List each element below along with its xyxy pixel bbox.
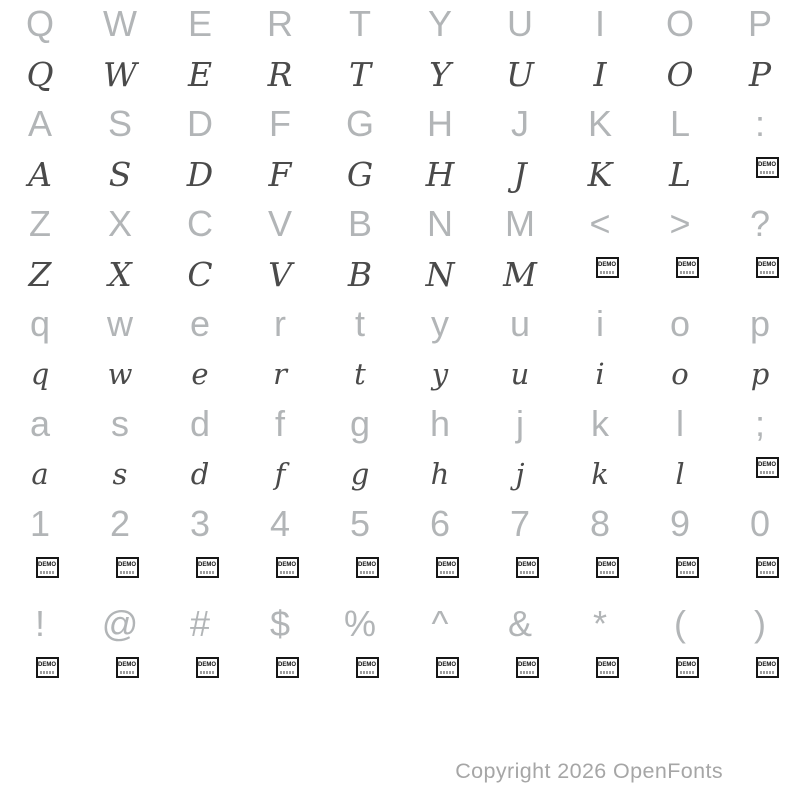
script-glyph-row: [0, 446, 800, 502]
missing-glyph-cell: [720, 446, 800, 502]
demo-box-subline: [520, 571, 534, 574]
demo-box-subline: [280, 671, 294, 674]
reference-char: p: [749, 303, 771, 344]
reference-char: I: [594, 3, 605, 44]
script-glyph: o: [671, 357, 689, 391]
reference-row: [0, 602, 800, 646]
reference-char: X: [107, 203, 132, 244]
reference-char: 4: [269, 503, 291, 544]
reference-char: M: [505, 203, 535, 244]
glyph-block: [0, 202, 800, 302]
reference-char: k: [591, 403, 609, 444]
script-glyph: A: [28, 154, 52, 194]
script-glyph: P: [748, 54, 772, 94]
reference-row: [0, 402, 800, 446]
reference-char: J: [511, 103, 529, 144]
font-character-map: [0, 2, 800, 702]
demo-placeholder-box: [36, 557, 59, 578]
script-glyph: M: [503, 254, 537, 294]
demo-box-label: DEMO: [278, 561, 296, 568]
reference-char: i: [596, 303, 604, 344]
reference-char: <: [589, 203, 611, 244]
missing-glyph-cell: [560, 546, 640, 602]
reference-char: g: [349, 403, 371, 444]
demo-box-subline: [680, 671, 694, 674]
reference-char: E: [187, 3, 212, 44]
script-glyph: l: [675, 457, 685, 491]
demo-placeholder-box: [756, 257, 779, 278]
demo-placeholder-box: [516, 557, 539, 578]
missing-glyph-cell: [320, 646, 400, 702]
copyright-text: Copyright 2026 OpenFonts: [455, 759, 723, 783]
demo-placeholder-box: [356, 557, 379, 578]
reference-char: 6: [429, 503, 451, 544]
reference-char: C: [187, 203, 213, 244]
script-glyph: K: [587, 154, 613, 194]
demo-placeholder-box: [276, 657, 299, 678]
reference-char: U: [507, 3, 533, 44]
script-glyph: w: [107, 357, 133, 391]
demo-box-label: DEMO: [518, 661, 536, 668]
demo-box-subline: [600, 671, 614, 674]
reference-char: N: [427, 203, 453, 244]
script-glyph: g: [350, 457, 370, 491]
missing-glyph-cell: [160, 546, 240, 602]
demo-box-subline: [680, 271, 694, 274]
reference-char: A: [27, 103, 52, 144]
demo-box-label: DEMO: [38, 661, 56, 668]
reference-row: [0, 2, 800, 46]
demo-box-label: DEMO: [118, 661, 136, 668]
reference-char: >: [669, 203, 691, 244]
script-glyph: J: [513, 154, 527, 194]
demo-box-subline: [200, 571, 214, 574]
demo-box-label: DEMO: [278, 661, 296, 668]
reference-char: 0: [749, 503, 771, 544]
script-glyph: W: [103, 54, 137, 94]
script-glyph: h: [430, 457, 450, 491]
demo-placeholder-box: [756, 657, 779, 678]
script-glyph: D: [186, 154, 214, 194]
demo-box-label: DEMO: [678, 661, 696, 668]
reference-char: 1: [29, 503, 51, 544]
missing-glyph-cell: [80, 646, 160, 702]
missing-glyph-cell: [640, 246, 720, 302]
reference-char: 5: [349, 503, 371, 544]
reference-row: [0, 302, 800, 346]
demo-box-subline: [120, 571, 134, 574]
missing-glyph-cell: [560, 646, 640, 702]
demo-box-label: DEMO: [438, 661, 456, 668]
glyph-block: [0, 502, 800, 602]
reference-char: %: [343, 603, 376, 644]
missing-glyph-cell: [320, 546, 400, 602]
script-glyph: B: [347, 254, 373, 294]
script-glyph: C: [187, 254, 213, 294]
script-glyph: i: [595, 357, 605, 391]
reference-char: :: [754, 103, 765, 144]
reference-char: s: [111, 403, 129, 444]
missing-glyph-cell: [640, 546, 720, 602]
demo-box-subline: [200, 671, 214, 674]
script-glyph: Q: [26, 54, 54, 94]
demo-box-label: DEMO: [518, 561, 536, 568]
script-glyph: r: [273, 357, 287, 391]
script-glyph-row: [0, 646, 800, 702]
missing-glyph-cell: [560, 246, 640, 302]
reference-char: 3: [189, 503, 211, 544]
demo-placeholder-box: [516, 657, 539, 678]
reference-char: 7: [509, 503, 531, 544]
script-glyph: e: [191, 357, 209, 391]
demo-box-subline: [360, 671, 374, 674]
demo-box-label: DEMO: [438, 561, 456, 568]
script-glyph-row: [0, 146, 800, 202]
reference-char: H: [427, 103, 453, 144]
reference-char: y: [431, 303, 449, 344]
missing-glyph-cell: [400, 646, 480, 702]
script-glyph: Y: [429, 54, 451, 94]
demo-box-label: DEMO: [758, 161, 776, 168]
script-glyph: j: [515, 457, 525, 491]
demo-box-subline: [600, 571, 614, 574]
missing-glyph-cell: [0, 646, 80, 702]
script-glyph: s: [112, 457, 128, 491]
demo-placeholder-box: [676, 557, 699, 578]
reference-char: o: [669, 303, 691, 344]
script-glyph: E: [187, 54, 213, 94]
reference-char: !: [34, 603, 45, 644]
reference-char: ;: [754, 403, 765, 444]
reference-char: P: [747, 3, 772, 44]
reference-char: R: [267, 3, 293, 44]
demo-box-label: DEMO: [358, 561, 376, 568]
demo-box-label: DEMO: [598, 661, 616, 668]
reference-row: [0, 102, 800, 146]
demo-placeholder-box: [436, 657, 459, 678]
missing-glyph-cell: [720, 646, 800, 702]
demo-placeholder-box: [676, 257, 699, 278]
reference-char: a: [29, 403, 51, 444]
script-glyph: T: [348, 54, 371, 94]
script-glyph-row: [0, 246, 800, 302]
script-glyph: G: [346, 154, 374, 194]
glyph-block: [0, 402, 800, 502]
demo-box-label: DEMO: [198, 661, 216, 668]
script-glyph: I: [593, 54, 607, 94]
reference-char: O: [665, 3, 694, 44]
demo-box-label: DEMO: [118, 561, 136, 568]
missing-glyph-cell: [0, 546, 80, 602]
missing-glyph-cell: [480, 546, 560, 602]
demo-box-subline: [600, 271, 614, 274]
demo-placeholder-box: [276, 557, 299, 578]
script-glyph: p: [750, 357, 770, 391]
missing-glyph-cell: [240, 546, 320, 602]
demo-placeholder-box: [116, 657, 139, 678]
glyph-block: [0, 602, 800, 702]
script-glyph: F: [268, 154, 292, 194]
script-glyph: U: [506, 54, 534, 94]
reference-char: S: [107, 103, 132, 144]
reference-char: #: [189, 603, 211, 644]
reference-char: T: [349, 3, 371, 44]
script-glyph: V: [268, 254, 292, 294]
demo-box-label: DEMO: [678, 561, 696, 568]
script-glyph-row: [0, 346, 800, 402]
missing-glyph-cell: [720, 546, 800, 602]
reference-char: &: [507, 603, 532, 644]
reference-char: f: [274, 403, 285, 444]
reference-char: 8: [589, 503, 611, 544]
script-glyph: k: [591, 457, 609, 491]
demo-box-subline: [440, 571, 454, 574]
reference-char: r: [274, 303, 286, 344]
demo-box-subline: [280, 571, 294, 574]
demo-box-label: DEMO: [598, 261, 616, 268]
reference-char: ): [754, 603, 766, 644]
reference-row: [0, 502, 800, 546]
missing-glyph-cell: [160, 646, 240, 702]
demo-placeholder-box: [196, 657, 219, 678]
reference-char: 2: [109, 503, 131, 544]
script-glyph: q: [30, 357, 50, 391]
demo-box-label: DEMO: [358, 661, 376, 668]
reference-char: u: [509, 303, 531, 344]
missing-glyph-cell: [720, 246, 800, 302]
demo-placeholder-box: [756, 457, 779, 478]
reference-char: L: [669, 103, 691, 144]
demo-placeholder-box: [36, 657, 59, 678]
reference-char: h: [429, 403, 451, 444]
script-glyph: X: [108, 254, 132, 294]
demo-box-subline: [760, 271, 774, 274]
reference-char: w: [107, 303, 133, 344]
reference-char: K: [587, 103, 612, 144]
demo-box-subline: [120, 671, 134, 674]
reference-char: d: [189, 403, 211, 444]
demo-placeholder-box: [756, 157, 779, 178]
demo-box-label: DEMO: [38, 561, 56, 568]
demo-placeholder-box: [116, 557, 139, 578]
glyph-block: [0, 2, 800, 102]
missing-glyph-cell: [80, 546, 160, 602]
reference-char: Z: [29, 203, 51, 244]
script-glyph: a: [31, 457, 49, 491]
demo-box-label: DEMO: [678, 261, 696, 268]
reference-char: D: [187, 103, 213, 144]
reference-char: W: [103, 3, 137, 44]
reference-row: [0, 202, 800, 246]
script-glyph: d: [190, 457, 210, 491]
script-glyph-row: [0, 46, 800, 102]
demo-box-label: DEMO: [758, 661, 776, 668]
reference-char: B: [347, 203, 372, 244]
reference-char: ^: [431, 603, 449, 644]
demo-placeholder-box: [676, 657, 699, 678]
script-glyph: t: [354, 357, 366, 391]
script-glyph: L: [669, 154, 691, 194]
missing-glyph-cell: [240, 646, 320, 702]
script-glyph: f: [274, 457, 286, 491]
demo-placeholder-box: [356, 657, 379, 678]
reference-char: (: [674, 603, 686, 644]
demo-box-label: DEMO: [758, 561, 776, 568]
glyph-block: [0, 302, 800, 402]
missing-glyph-cell: [400, 546, 480, 602]
missing-glyph-cell: [720, 146, 800, 202]
demo-box-label: DEMO: [758, 461, 776, 468]
demo-box-subline: [440, 671, 454, 674]
script-glyph: S: [108, 154, 132, 194]
demo-placeholder-box: [596, 657, 619, 678]
reference-char: F: [269, 103, 291, 144]
reference-char: e: [189, 303, 211, 344]
reference-char: Q: [25, 3, 54, 44]
reference-char: 9: [669, 503, 691, 544]
script-glyph: H: [425, 154, 455, 194]
demo-placeholder-box: [756, 557, 779, 578]
demo-placeholder-box: [596, 257, 619, 278]
reference-char: G: [345, 103, 374, 144]
demo-box-subline: [520, 671, 534, 674]
demo-box-label: DEMO: [198, 561, 216, 568]
glyph-block: [0, 102, 800, 202]
script-glyph: y: [431, 357, 449, 391]
reference-char: t: [354, 303, 365, 344]
demo-box-label: DEMO: [598, 561, 616, 568]
reference-char: Y: [427, 3, 452, 44]
demo-box-subline: [680, 571, 694, 574]
script-glyph: N: [425, 254, 455, 294]
demo-box-subline: [760, 171, 774, 174]
reference-char: q: [29, 303, 51, 344]
reference-char: l: [676, 403, 684, 444]
script-glyph: u: [510, 357, 530, 391]
reference-char: *: [592, 603, 607, 644]
script-glyph: O: [666, 54, 694, 94]
demo-placeholder-box: [436, 557, 459, 578]
script-glyph: R: [267, 54, 293, 94]
reference-char: V: [267, 203, 292, 244]
reference-char: j: [516, 403, 524, 444]
demo-box-subline: [760, 671, 774, 674]
script-glyph-row: [0, 546, 800, 602]
reference-char: ?: [749, 203, 771, 244]
demo-box-subline: [40, 571, 54, 574]
demo-box-subline: [360, 571, 374, 574]
reference-char: @: [101, 603, 139, 644]
demo-box-label: DEMO: [758, 261, 776, 268]
demo-box-subline: [760, 571, 774, 574]
missing-glyph-cell: [480, 646, 560, 702]
reference-char: $: [269, 603, 291, 644]
demo-placeholder-box: [196, 557, 219, 578]
script-glyph: Z: [28, 254, 52, 294]
missing-glyph-cell: [640, 646, 720, 702]
demo-placeholder-box: [596, 557, 619, 578]
demo-box-subline: [760, 471, 774, 474]
demo-box-subline: [40, 671, 54, 674]
